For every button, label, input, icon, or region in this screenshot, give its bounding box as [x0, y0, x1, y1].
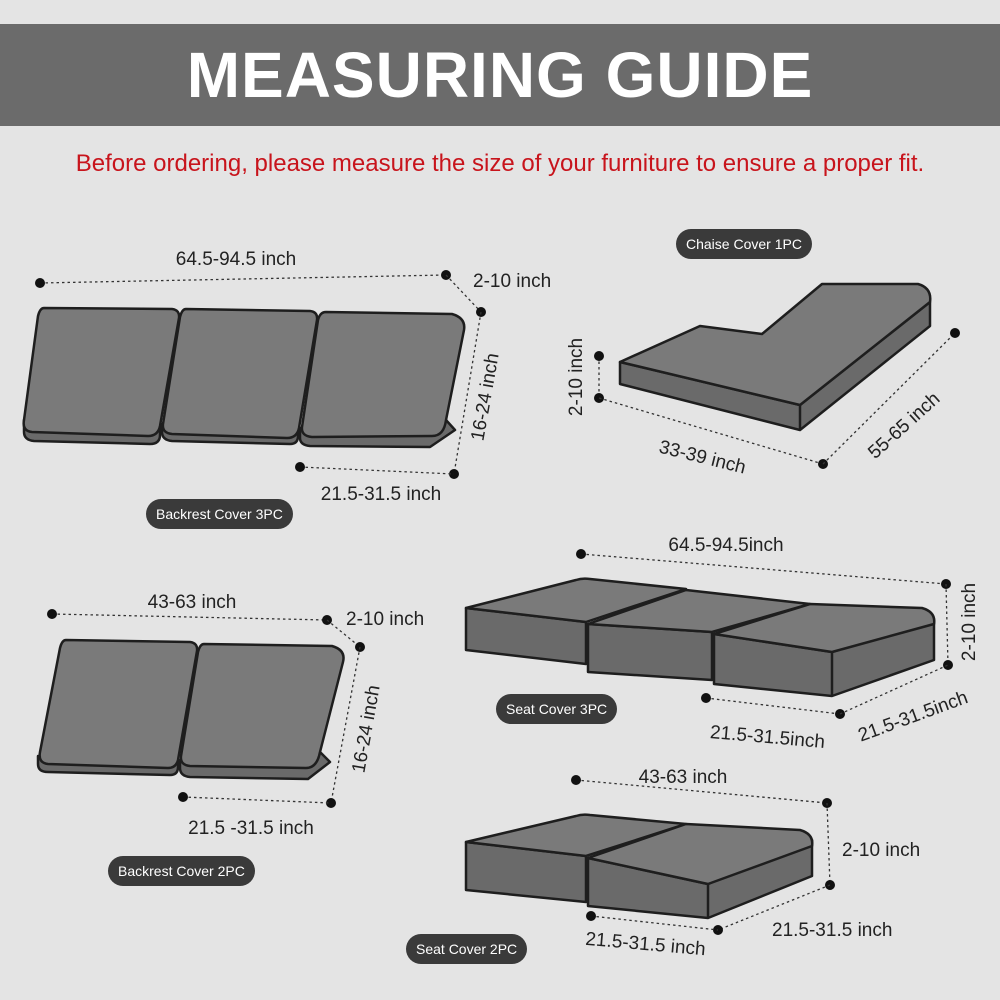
- backrest-2pc-tag: Backrest Cover 2PC: [108, 856, 255, 886]
- b2-piece-line: [183, 797, 331, 803]
- s3-piece-label: 21.5-31.5inch: [709, 722, 826, 753]
- b3-piece-dot: [295, 462, 305, 472]
- ch-width-label: 33-39 inch: [656, 436, 748, 479]
- s2-width-dot-left: [571, 775, 581, 785]
- s2-thick-label: 2-10 inch: [842, 840, 921, 861]
- ch-thick-dot-top: [594, 351, 604, 361]
- s2-width-label: 43-63 inch: [638, 767, 728, 788]
- ch-thick-label: 2-10 inch: [566, 337, 587, 417]
- seat-2pc-tag: Seat Cover 2PC: [406, 934, 527, 964]
- b3-piece-line: [300, 467, 454, 474]
- backrest-3pc-figure: [24, 249, 552, 505]
- backrest-2pc-cushion-2: [181, 644, 344, 768]
- s3-thick-dot: [943, 660, 953, 670]
- b2-width-line: [52, 614, 327, 620]
- ch-length-dot: [950, 328, 960, 338]
- b2-piece-dot: [178, 792, 188, 802]
- notice-text: Before ordering, please measure the size of your furniture to ensure a proper fit.: [75, 150, 925, 177]
- backrest-3pc-tag: Backrest Cover 3PC: [146, 499, 293, 529]
- b3-piece-label: 21.5-31.5 inch: [320, 484, 442, 505]
- s3-piece-line: [706, 698, 840, 714]
- b2-piece-label: 21.5 -31.5 inch: [188, 818, 314, 839]
- seat-2pc-figure: [466, 767, 920, 960]
- ch-length-label: 55-65 inch: [864, 388, 945, 464]
- b2-width-label: 43-63 inch: [147, 592, 237, 613]
- b3-width-line: [40, 275, 446, 283]
- b3-thick-label: 2-10 inch: [473, 271, 552, 292]
- s2-piece-dot: [586, 911, 596, 921]
- seat-3pc-front-2: [588, 624, 712, 680]
- backrest-2pc-figure: [38, 592, 424, 839]
- b2-width-dot-left: [47, 609, 57, 619]
- s3-thick-line: [946, 584, 948, 665]
- backrest-3pc-cushion-3: [302, 312, 464, 437]
- s3-width-label: 64.5-94.5inch: [668, 535, 784, 556]
- backrest-3pc-cushion-2: [163, 309, 317, 438]
- page-title: MEASURING GUIDE: [186, 39, 814, 111]
- b2-height-label: 16-24 inch: [348, 683, 385, 775]
- seat-3pc-tag: Seat Cover 3PC: [496, 694, 617, 724]
- s3-piece-dot: [701, 693, 711, 703]
- backrest-2pc-cushion-1: [40, 640, 197, 768]
- b3-width-dot-left: [35, 278, 45, 288]
- s2-thick-line: [827, 803, 830, 885]
- s3-thick-label: 2-10 inch: [959, 582, 980, 662]
- b3-width-label: 64.5-94.5 inch: [175, 249, 297, 270]
- s3-width-line: [581, 554, 946, 584]
- backrest-3pc-cushion-1: [24, 308, 179, 436]
- b2-thick-label: 2-10 inch: [346, 609, 425, 630]
- s3-width-dot-left: [576, 549, 586, 559]
- chaise-1pc-tag: Chaise Cover 1PC: [676, 229, 812, 259]
- s3-depth-label: 21.5-31.5inch: [855, 687, 971, 747]
- b3-height-label: 16-24 inch: [467, 351, 504, 443]
- chaise-1pc-figure: [566, 284, 960, 479]
- s2-piece-label: 21.5-31.5 inch: [584, 928, 707, 961]
- s2-depth-label: 21.5-31.5 inch: [772, 920, 893, 941]
